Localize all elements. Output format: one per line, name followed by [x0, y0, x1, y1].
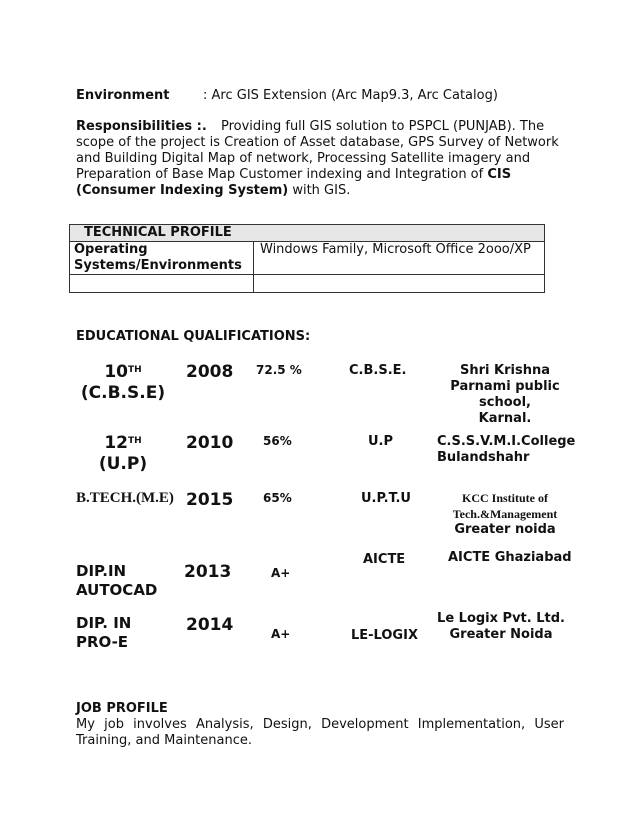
table-row — [70, 242, 545, 275]
responsibilities-block — [76, 119, 576, 199]
environment-label: Environment — [76, 88, 170, 103]
edu-course-line: DIP. IN — [76, 614, 132, 632]
edu-institute-line: KCC Institute of — [462, 491, 548, 505]
job-profile-text — [76, 717, 564, 749]
edu-course-proe — [76, 614, 131, 652]
edu-course-10th-board: (C.B.S.E) — [80, 383, 166, 403]
job-profile-word: Development — [321, 717, 409, 732]
responsibilities-cis-full: (Consumer Indexing System) — [76, 183, 289, 198]
job-profile-heading: JOB PROFILE — [76, 701, 168, 716]
job-profile-word: My — [76, 717, 95, 732]
edu-course-12th-board: (U.P) — [98, 454, 148, 474]
edu-institute — [440, 490, 570, 538]
environment-value: : Arc GIS Extension (Arc Map9.3, Arc Catalog) — [203, 88, 498, 103]
edu-course-10th-num: 10 — [104, 362, 128, 382]
edu-course-autocad — [76, 562, 157, 600]
job-profile-word: involves — [133, 717, 187, 732]
technical-profile-value-empty — [254, 275, 545, 293]
responsibilities-line-5: with GIS. — [292, 183, 351, 198]
responsibilities-line-1: Providing full GIS solution to PSPCL (PUNJAB). The — [220, 119, 545, 134]
edu-score: 72.5 % — [256, 363, 302, 377]
technical-profile-key: Operating Systems/Environments — [70, 242, 254, 275]
edu-institute-line: Karnal. — [478, 411, 532, 426]
edu-course-10th-sup: TH — [128, 365, 142, 375]
edu-institute-line: Greater noida — [454, 522, 556, 537]
edu-score: A+ — [271, 627, 291, 641]
edu-year: 2015 — [186, 490, 234, 510]
job-profile-word: User — [534, 717, 564, 732]
edu-institute — [436, 611, 566, 643]
edu-institute-line: Le Logix Pvt. Ltd. — [437, 611, 565, 626]
job-profile-line-1 — [76, 717, 564, 733]
edu-score: 65% — [263, 491, 292, 505]
edu-course-line: DIP.IN — [76, 562, 127, 580]
edu-institute-line: Tech.&Management — [452, 507, 558, 521]
edu-institute — [437, 434, 575, 466]
edu-board: C.B.S.E. — [349, 363, 407, 378]
job-profile-word: Analysis, — [195, 717, 254, 732]
responsibilities-line-2: scope of the project is Creation of Asset database, GPS Survey of Network — [76, 135, 559, 150]
edu-year: 2008 — [186, 362, 234, 382]
edu-course-line: AUTOCAD — [76, 581, 158, 599]
responsibilities-label: Responsibilities :. — [76, 119, 207, 134]
job-profile-line-2: Training, and Maintenance. — [76, 733, 253, 748]
edu-year: 2010 — [186, 433, 234, 453]
edu-board: U.P.T.U — [361, 491, 411, 506]
edu-institute-line: C.S.S.V.M.I.College — [437, 434, 576, 449]
edu-course-12th-sup: TH — [128, 436, 142, 446]
responsibilities-line-3: and Building Digital Map of network, Processing Satellite imagery and — [76, 151, 531, 166]
edu-year: 2014 — [186, 615, 234, 635]
edu-course-12th — [78, 433, 168, 475]
edu-institute-line: Shri Krishna — [460, 363, 550, 378]
edu-institute-line: Greater Noida — [449, 627, 553, 642]
responsibilities-cis: CIS — [487, 167, 512, 182]
education-heading: EDUCATIONAL QUALIFICATIONS: — [76, 329, 311, 344]
edu-course-line: PRO-E — [76, 633, 129, 651]
edu-board: AICTE — [363, 552, 406, 567]
edu-board: U.P — [368, 434, 394, 449]
edu-score: 56% — [263, 434, 292, 448]
edu-institute-line: Bulandshahr — [437, 450, 530, 465]
technical-profile-key-empty — [70, 275, 254, 293]
responsibilities-line-4: Preparation of Base Map Customer indexing and Integration of — [76, 167, 484, 182]
edu-board: LE-LOGIX — [351, 628, 418, 643]
edu-institute-line: school, — [479, 395, 531, 410]
technical-profile-table — [69, 224, 545, 293]
table-row — [70, 275, 545, 293]
job-profile-word: Implementation, — [417, 717, 526, 732]
technical-profile-heading: TECHNICAL PROFILE — [70, 225, 545, 242]
edu-institute: AICTE Ghaziabad — [448, 550, 572, 565]
edu-course-btech: B.TECH.(M.E) — [76, 490, 174, 506]
edu-course-12th-num: 12 — [104, 433, 128, 453]
technical-profile-value: Windows Family, Microsoft Office 2ooo/XP — [254, 242, 545, 275]
job-profile-word: Design, — [262, 717, 312, 732]
edu-institute — [440, 363, 570, 427]
edu-score: A+ — [271, 566, 291, 580]
job-profile-word: job — [104, 717, 124, 732]
edu-course-10th — [78, 362, 168, 404]
edu-institute-line: Parnami public — [450, 379, 560, 394]
edu-year: 2013 — [184, 562, 232, 582]
